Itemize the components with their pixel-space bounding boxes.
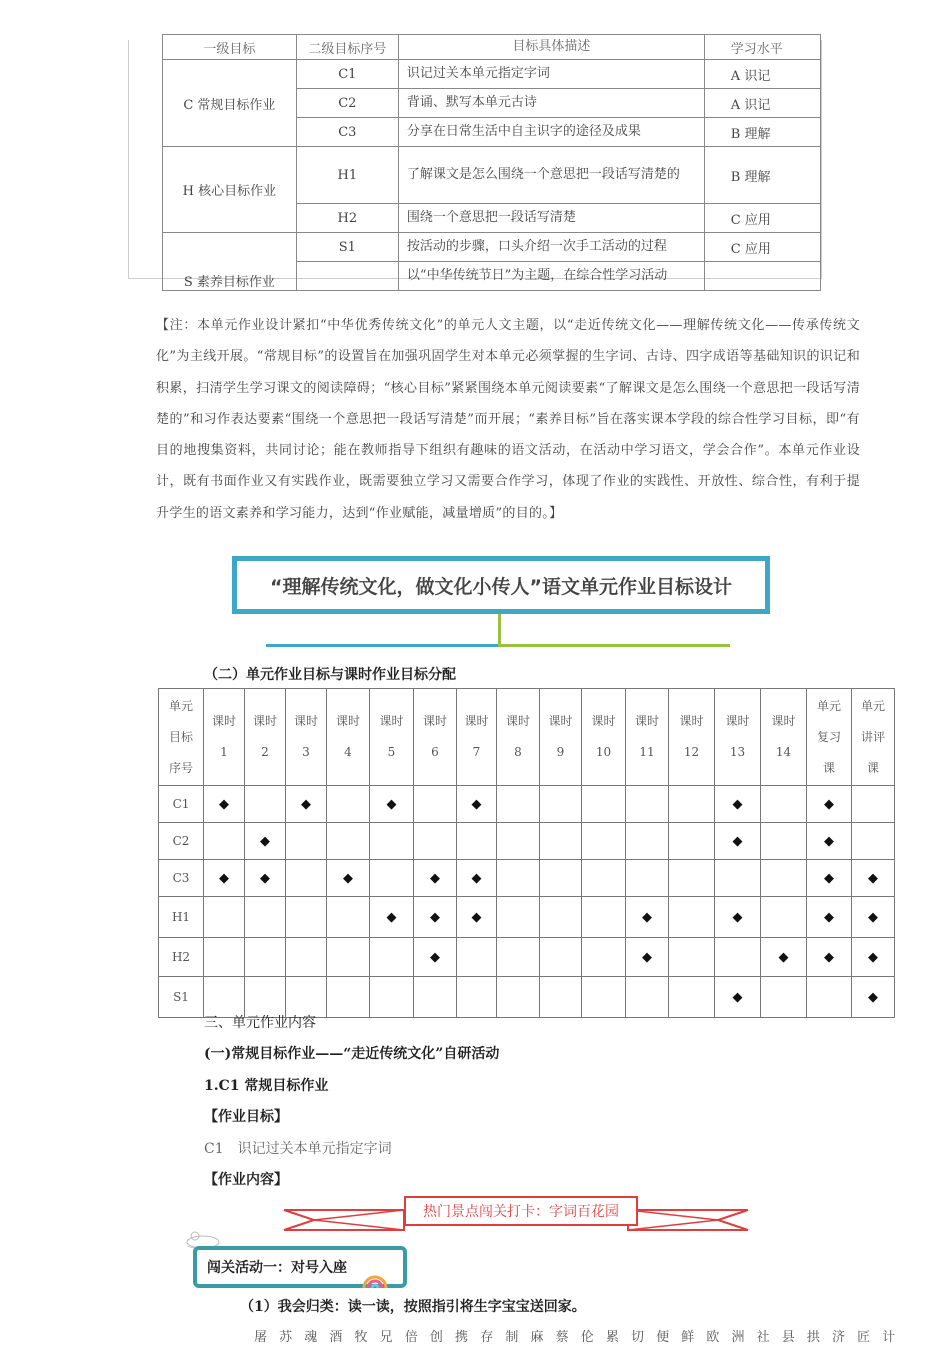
mark-cell: [327, 823, 370, 860]
extra-line: 课: [822, 760, 835, 775]
mark-cell: [669, 938, 715, 977]
diamond-marker-icon: ◆: [868, 909, 878, 925]
table-row: [159, 823, 895, 860]
extra-line: 单元: [816, 698, 841, 713]
diamond-marker-icon: ◆: [430, 949, 440, 965]
design-note: 【注：本单元作业设计紧扣“中华优秀传统文化”的单元人文主题，以“走近传统文化——理解传统文化——传承传统文化”为主线开展。“常规目标”的设置旨在加强巩固学生对本单元必须掌握的生字词、古诗、四字成语等基础知识的识记和积累，扫清学生学习课文的阅读障碍；“核心目标”紧紧围绕本单元阅读要素“了解课文是怎么围绕一个意思把一段话写清楚的”和习作表达要素“围绕一个意思把一段话写清楚”而开展；“素养目标”旨在落实课本学段的综合性学习目标，即“有目的地搜集资料，共同讨论；能在教师指导下组织有趣味的语文活动，在活动中学习语文，学会合作”。本单元作业设计，既有书面作业又有实践作业，既需要独立学习又需要合作学习，体现了作业的实践性、开放性、综合性，有利于提升学生的语文素养和学习能力，达到“作业赋能，减量增质”的目的。】: [156, 318, 860, 521]
lesson-header-11: [626, 689, 669, 786]
mark-cell: [626, 823, 669, 860]
section3-subtitle: (一)常规目标作业——“走近传统文化”自研活动: [204, 1046, 500, 1062]
mark-cell: [245, 823, 286, 860]
goal-table: [162, 34, 821, 291]
mark-cell: [327, 897, 370, 938]
mark-cell: [715, 823, 761, 860]
mark-cell: [540, 977, 582, 1018]
mark-cell: [497, 860, 540, 897]
diamond-marker-icon: ◆: [824, 833, 834, 849]
lesson-line: 课时: [634, 714, 659, 728]
table-row: [159, 786, 895, 823]
mark-cell: [669, 823, 715, 860]
goal-text: C1 识记过关本单元指定字词: [204, 1141, 392, 1157]
item-c1-title: 1.C1 常规目标作业: [204, 1078, 329, 1094]
mark-cell: [204, 897, 245, 938]
mark-cell: [761, 823, 807, 860]
mark-cell: [852, 897, 895, 938]
mark-cell: [807, 860, 852, 897]
activity-title-box: 闯关活动一：对号入座: [193, 1246, 407, 1288]
diamond-marker-icon: ◆: [642, 909, 652, 925]
goal-level-col-header: 学习水平: [704, 35, 820, 60]
goal-distribution-table: [158, 688, 895, 1018]
mark-cell: [204, 786, 245, 823]
goal-group-c: C 常规目标作业: [163, 60, 297, 147]
mark-cell: [807, 823, 852, 860]
lesson-line: 课时: [211, 714, 236, 728]
lesson-line: 课时: [771, 714, 796, 728]
lesson-line: 课时: [679, 714, 704, 728]
lesson-header-14: [761, 689, 807, 786]
lesson-line: 课时: [422, 714, 447, 728]
diamond-marker-icon: ◆: [824, 949, 834, 965]
goal-id: H1: [296, 147, 398, 204]
mark-cell: [414, 786, 457, 823]
mark-cell: [414, 938, 457, 977]
lesson-line: 5: [387, 745, 396, 759]
goal-id: C3: [296, 118, 398, 147]
lesson-line: 10: [595, 745, 612, 759]
mark-cell: [626, 938, 669, 977]
mark-cell: [204, 860, 245, 897]
mark-cell: [327, 977, 370, 1018]
row-goal-id: H1: [159, 897, 204, 938]
table-row: [163, 147, 821, 204]
diamond-marker-icon: ◆: [430, 870, 440, 886]
mark-cell: [497, 786, 540, 823]
goal-id: C1: [296, 60, 398, 89]
goal-level: [704, 262, 820, 291]
mark-cell: [626, 977, 669, 1018]
mark-cell: [582, 823, 626, 860]
lesson-header-8: [497, 689, 540, 786]
mark-cell: [807, 938, 852, 977]
lesson-line: 8: [514, 745, 522, 759]
mark-cell: [582, 977, 626, 1018]
extra-line: 课: [866, 760, 879, 775]
lesson-line: 12: [683, 745, 700, 759]
lesson-line: 1: [220, 745, 228, 759]
mark-cell: [626, 786, 669, 823]
diamond-marker-icon: ◆: [219, 796, 229, 812]
mark-cell: [761, 897, 807, 938]
table-row: [159, 938, 895, 977]
lesson-line: 课时: [293, 714, 318, 728]
diamond-marker-icon: ◆: [824, 796, 834, 812]
lesson-header-10: [582, 689, 626, 786]
mark-cell: [370, 977, 414, 1018]
mark-cell: [761, 977, 807, 1018]
unit-goal-banner: “理解传统文化，做文化小传人”语文单元作业目标设计: [232, 556, 770, 614]
mark-cell: [852, 786, 895, 823]
corner-line: 目标: [168, 729, 193, 744]
lesson-header-1: [204, 689, 245, 786]
mark-cell: [761, 786, 807, 823]
mark-cell: [497, 977, 540, 1018]
corner-line: 单元: [168, 698, 193, 713]
row-goal-id: C3: [159, 860, 204, 897]
goal-desc-col-header: 目标具体描述: [398, 35, 704, 60]
row-goal-id: C1: [159, 786, 204, 823]
mark-cell: [540, 860, 582, 897]
tree-connector: [498, 614, 501, 646]
mark-cell: [497, 897, 540, 938]
diamond-marker-icon: ◆: [778, 949, 789, 965]
mark-cell: [582, 860, 626, 897]
diamond-marker-icon: ◆: [824, 909, 834, 925]
diamond-marker-icon: ◆: [343, 870, 353, 886]
diamond-marker-icon: ◆: [471, 909, 482, 925]
row-goal-id: C2: [159, 823, 204, 860]
lesson-line: 2: [261, 745, 269, 759]
mark-cell: [245, 897, 286, 938]
diamond-marker-icon: ◆: [732, 833, 743, 849]
lesson-header-7: [457, 689, 497, 786]
row-goal-id: S1: [159, 977, 204, 1018]
mark-cell: [626, 897, 669, 938]
mark-cell: [715, 977, 761, 1018]
mark-cell: [370, 860, 414, 897]
lesson-header-3: [286, 689, 327, 786]
task-instruction: （1）我会归类：读一读，按照指引将生字宝宝送回家。: [240, 1299, 586, 1315]
mark-cell: [852, 938, 895, 977]
lesson-header-2: [245, 689, 286, 786]
mark-cell: [286, 786, 327, 823]
diamond-marker-icon: ◆: [868, 870, 878, 886]
lesson-line: 9: [556, 745, 565, 759]
mark-cell: [370, 897, 414, 938]
mark-cell: [457, 897, 497, 938]
goal-desc: 背诵、默写本单元古诗: [398, 89, 704, 118]
lesson-header-9: [540, 689, 582, 786]
mark-cell: [370, 786, 414, 823]
lesson-line: 课时: [335, 714, 360, 728]
mark-cell: [852, 860, 895, 897]
mark-cell: [245, 786, 286, 823]
mark-cell: [669, 786, 715, 823]
mark-cell: [540, 897, 582, 938]
goal-level: B 理解: [704, 118, 820, 147]
mark-cell: [626, 860, 669, 897]
diamond-marker-icon: ◆: [732, 796, 743, 812]
mark-cell: [286, 897, 327, 938]
mark-cell: [582, 786, 626, 823]
table-row: [159, 860, 895, 897]
goal-id-col-header: 二级目标序号: [296, 35, 398, 60]
diamond-marker-icon: ◆: [301, 796, 311, 812]
diamond-marker-icon: ◆: [386, 909, 397, 925]
mark-cell: [852, 823, 895, 860]
table-row: [163, 233, 821, 262]
goal-id: [296, 262, 398, 291]
mark-cell: [761, 860, 807, 897]
mark-cell: [582, 938, 626, 977]
mark-cell: [540, 786, 582, 823]
section2-title: （二）单元作业目标与课时作业目标分配: [204, 667, 456, 683]
mark-cell: [414, 860, 457, 897]
mark-cell: [245, 860, 286, 897]
mark-cell: [327, 938, 370, 977]
lesson-line: 课时: [379, 714, 404, 728]
mark-cell: [497, 823, 540, 860]
mark-cell: [582, 897, 626, 938]
mark-cell: [370, 938, 414, 977]
extra-line: 讲评: [860, 729, 885, 744]
diamond-marker-icon: ◆: [642, 949, 652, 965]
section3-title: 三、单元作业内容: [204, 1015, 316, 1031]
mark-cell: [204, 823, 245, 860]
lesson-line: 14: [775, 745, 792, 759]
lesson-line: 课时: [591, 714, 616, 728]
mark-cell: [286, 860, 327, 897]
mark-cell: [457, 786, 497, 823]
goal-level: A 识记: [704, 89, 820, 118]
goal-desc: 识记过关本单元指定字词: [398, 60, 704, 89]
table-row: [159, 897, 895, 938]
lesson-line: 课时: [252, 714, 277, 728]
mark-cell: [715, 860, 761, 897]
mark-cell: [807, 897, 852, 938]
mark-cell: [540, 823, 582, 860]
mark-cell: [457, 860, 497, 897]
mark-cell: [370, 823, 414, 860]
mark-cell: [715, 786, 761, 823]
goal-group-h: H 核心目标作业: [163, 147, 297, 233]
mark-cell: [852, 977, 895, 1018]
feedback-lesson-header: [852, 689, 895, 786]
goal-group-s: S 素养目标作业: [163, 233, 297, 291]
mark-cell: [286, 823, 327, 860]
tree-branch: [266, 644, 730, 647]
goal-desc: 了解课文是怎么围绕一个意思把一段话写清楚的: [398, 147, 704, 204]
diamond-marker-icon: ◆: [386, 796, 397, 812]
diamond-marker-icon: ◆: [868, 989, 878, 1005]
mark-cell: [497, 938, 540, 977]
table-row: [163, 60, 821, 89]
lesson-line: 4: [344, 745, 352, 759]
lesson-line: 课时: [725, 714, 750, 728]
mark-cell: [245, 938, 286, 977]
diamond-marker-icon: ◆: [219, 870, 229, 886]
goal-desc: 分享在日常生活中自主识字的途径及成果: [398, 118, 704, 147]
mark-cell: [327, 860, 370, 897]
diamond-marker-icon: ◆: [868, 949, 878, 965]
mark-cell: [715, 938, 761, 977]
mark-cell: [761, 938, 807, 977]
character-list: 屠 苏 魂 酒 牧 兄 倍 创 携 存 制 麻 蔡 伦 累 切 便 鲜 欧 洲 社 县 拱 济 匠 计: [254, 1330, 900, 1345]
lesson-line: 课时: [548, 714, 573, 728]
lesson-line: 13: [729, 745, 746, 759]
lesson-header-5: [370, 689, 414, 786]
lesson-header-12: [669, 689, 715, 786]
goal-level: A 识记: [704, 60, 820, 89]
goal-level: B 理解: [704, 147, 820, 204]
goal-table-crop: [128, 39, 822, 290]
table-header-row: [159, 689, 895, 786]
mark-cell: [204, 938, 245, 977]
diamond-marker-icon: ◆: [430, 909, 440, 925]
mark-cell: [457, 977, 497, 1018]
ribbon-label: 热门景点闯关打卡：字词百花园: [404, 1196, 638, 1226]
lesson-line: 6: [431, 745, 439, 759]
mark-cell: [807, 786, 852, 823]
diamond-marker-icon: ◆: [260, 833, 270, 849]
extra-line: 单元: [860, 698, 885, 713]
lesson-line: 7: [472, 745, 481, 759]
diamond-marker-icon: ◆: [471, 870, 482, 886]
goal-col-header: 一级目标: [163, 35, 297, 60]
rainbow-icon: [362, 1272, 388, 1288]
mark-cell: [715, 897, 761, 938]
lesson-line: 11: [639, 745, 655, 759]
diamond-marker-icon: ◆: [732, 909, 743, 925]
lesson-header-13: [715, 689, 761, 786]
corner-line: 序号: [168, 760, 193, 775]
goal-desc: 按活动的步骤，口头介绍一次手工活动的过程: [398, 233, 704, 262]
mark-cell: [540, 938, 582, 977]
diamond-marker-icon: ◆: [260, 870, 270, 886]
goal-level: C 应用: [704, 204, 820, 233]
mark-cell: [457, 823, 497, 860]
diamond-marker-icon: ◆: [824, 870, 834, 886]
goal-heading: 【作业目标】: [204, 1109, 288, 1125]
goal-id: S1: [296, 233, 398, 262]
lesson-line: 课时: [505, 714, 530, 728]
extra-line: 复习: [816, 729, 841, 744]
review-lesson-header: [807, 689, 852, 786]
goal-id: H2: [296, 204, 398, 233]
diamond-marker-icon: ◆: [471, 796, 482, 812]
mark-cell: [457, 938, 497, 977]
goal-desc: 以“中华传统节日”为主题，在综合性学习活动: [398, 262, 704, 291]
mark-cell: [286, 938, 327, 977]
mark-cell: [807, 977, 852, 1018]
lesson-header-4: [327, 689, 370, 786]
mark-cell: [669, 977, 715, 1018]
mark-cell: [414, 897, 457, 938]
mark-cell: [414, 823, 457, 860]
mark-cell: [414, 977, 457, 1018]
mark-cell: [327, 786, 370, 823]
lesson-header-6: [414, 689, 457, 786]
corner-header: [159, 689, 204, 786]
goal-id: C2: [296, 89, 398, 118]
content-heading: 【作业内容】: [204, 1172, 288, 1188]
mark-cell: [669, 897, 715, 938]
diamond-marker-icon: ◆: [732, 989, 743, 1005]
lesson-line: 课时: [464, 714, 489, 728]
goal-desc: 围绕一个意思把一段话写清楚: [398, 204, 704, 233]
row-goal-id: H2: [159, 938, 204, 977]
mark-cell: [669, 860, 715, 897]
lesson-line: 3: [302, 745, 310, 759]
goal-level: C 应用: [704, 233, 820, 262]
